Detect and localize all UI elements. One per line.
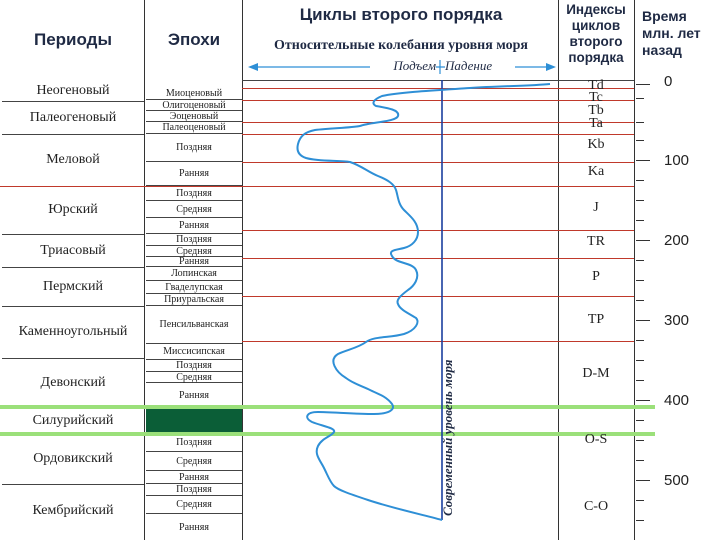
epoch-triassic-early: Ранняя [146, 257, 242, 267]
epoch-cretaceous-late: Поздняя [146, 134, 242, 162]
index-tr: TR [587, 234, 605, 249]
time-tick [636, 340, 644, 341]
period-triassic: Триасовый [2, 234, 144, 268]
time-tick [636, 300, 644, 301]
time-tick [636, 520, 644, 521]
time-tick [636, 160, 650, 161]
period-carboniferous: Каменноугольный [2, 306, 144, 359]
epoch-jurassic-early: Ранняя [146, 218, 242, 234]
time-tick [636, 500, 644, 501]
period-cambrian: Кембрийский [32, 503, 114, 518]
period-neogene: Неогеновый [2, 80, 144, 102]
time-tick [636, 220, 644, 221]
time-tick [636, 98, 644, 99]
period-devonian: Девонский [2, 358, 144, 408]
time-tick [636, 122, 644, 123]
indices-header: Индексы циклов второго порядка [566, 2, 626, 65]
epoch-cambrian-middle: Средняя [146, 496, 242, 514]
epoch-miocene: Миоценовый [146, 88, 242, 100]
periods-header: Периоды [34, 30, 112, 49]
epoch-eocene: Эоценовый [146, 111, 242, 122]
rise-label: Подъем [370, 58, 436, 74]
time-tick [636, 200, 644, 201]
time-tick [636, 180, 644, 181]
epoch-devonian-middle: Средняя [146, 372, 242, 383]
index-tb: Tb [588, 103, 604, 118]
epoch-devonian-early: Ранняя [179, 389, 209, 401]
time-tick [636, 480, 650, 481]
index-p: P [592, 269, 600, 284]
epoch-lopingian: Лопинская [146, 267, 242, 281]
epoch-cambrian-early: Ранняя [179, 521, 209, 533]
time-tick [636, 400, 650, 401]
index-tp: TP [587, 312, 605, 327]
time-tick [636, 320, 650, 321]
epoch-guadalupian: Гваделупская [146, 281, 242, 294]
epoch-devonian-late: Поздняя [146, 360, 242, 372]
epoch-cretaceous-early: Ранняя [146, 162, 242, 186]
epoch-jurassic-late: Поздняя [146, 186, 242, 201]
index-tc: Tc [589, 90, 603, 105]
epoch-pennsylvanian: Пенсильванская [146, 306, 242, 344]
index-ka: Ka [587, 164, 605, 179]
period-paleogene: Палеогеновый [2, 101, 144, 135]
time-tick [636, 440, 644, 441]
epoch-cisuralian: Приуральская [146, 294, 242, 306]
cycles-header: Циклы второго порядка [299, 5, 503, 24]
period-ordovician: Ордовикский [2, 434, 144, 485]
time-tick [636, 84, 650, 85]
epochs-header: Эпохи [167, 30, 221, 49]
epoch-ordovician-late: Поздняя [146, 434, 242, 452]
epoch-oligocene: Олигоценовый [146, 100, 242, 111]
sea-level-curve [297, 84, 550, 520]
time-label-400: 400 [664, 392, 690, 409]
epoch-triassic-late: Поздняя [146, 234, 242, 246]
epoch-paleocene: Палеоценовый [146, 122, 242, 134]
index-j: J [593, 200, 599, 215]
index-kb: Kb [587, 137, 605, 152]
time-label-100: 100 [664, 152, 690, 169]
index-c-o: C-O [583, 499, 609, 514]
index-ta: Ta [589, 116, 603, 131]
index-d-m: D-M [582, 366, 610, 381]
epoch-ordovician-early: Ранняя [146, 471, 242, 484]
period-permian: Пермский [2, 267, 144, 307]
sea-level-subtitle: Относительные колебания уровня моря [274, 38, 528, 53]
time-tick [636, 420, 644, 421]
time-tick [636, 260, 644, 261]
epoch-ordovician-middle: Средняя [146, 452, 242, 471]
time-label-300: 300 [664, 312, 690, 329]
time-header: Время млн. лет назад [642, 8, 701, 58]
time-label-0: 0 [664, 73, 673, 90]
time-tick [636, 360, 644, 361]
period-cretaceous: Меловой [2, 134, 144, 187]
epoch-triassic-middle: Средняя [146, 246, 242, 257]
time-tick [636, 380, 644, 381]
index-td: Td [588, 78, 604, 93]
epoch-cambrian-late: Поздняя [146, 484, 242, 496]
index-o-s: O-S [584, 432, 608, 447]
time-tick [636, 240, 650, 241]
period-jurassic: Юрский [2, 186, 144, 235]
time-label-200: 200 [664, 232, 690, 249]
present-sea-level-label: Современный уровень моря [440, 359, 455, 516]
time-tick [636, 140, 644, 141]
epoch-jurassic-middle: Средняя [146, 201, 242, 218]
time-label-500: 500 [664, 472, 690, 489]
epoch-mississippian: Миссисипская [146, 344, 242, 360]
fall-label: Падение [445, 58, 515, 74]
time-tick [636, 280, 644, 281]
period-silurian: Силурийский [32, 412, 114, 428]
time-tick [636, 460, 644, 461]
